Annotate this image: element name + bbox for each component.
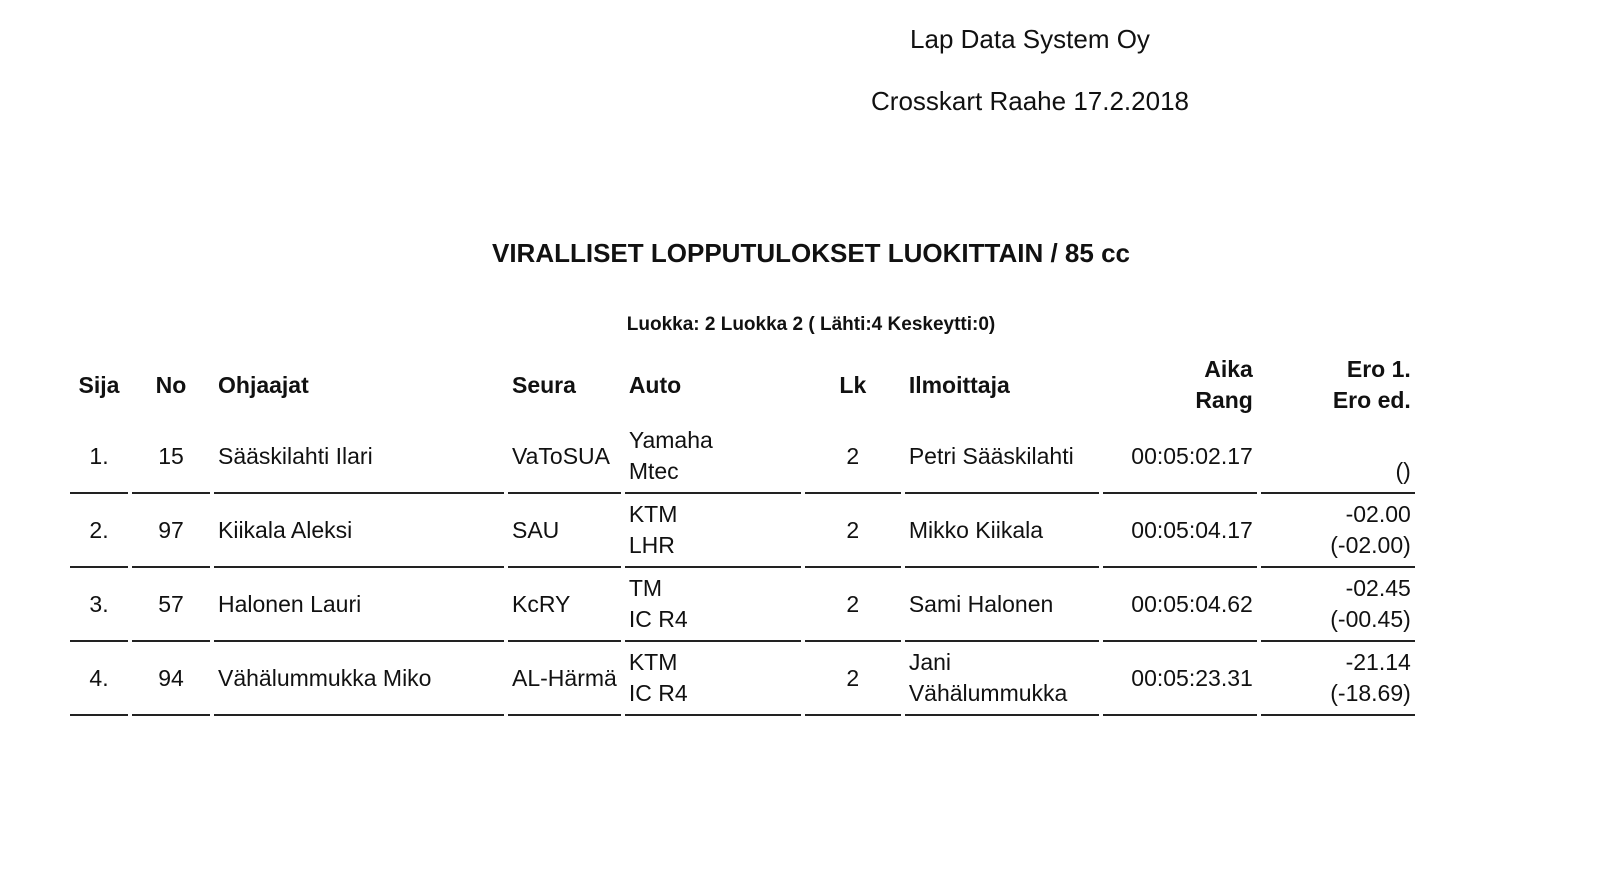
cell-gap <box>1261 420 1415 494</box>
cell-club: VaToSUA <box>508 420 621 494</box>
cell-no: 57 <box>132 568 210 642</box>
cell-no: 15 <box>132 420 210 494</box>
table-row <box>70 420 1415 494</box>
cell-club: AL-Härmä <box>508 642 621 716</box>
col-ero-ed: Ero ed. <box>1332 387 1411 413</box>
cell-auto-model: Mtec <box>628 458 679 484</box>
col-seura: Seura <box>512 371 576 398</box>
cell-sija: 3. <box>70 568 128 642</box>
cell-auto <box>625 420 801 494</box>
cell-sija: 1. <box>70 420 128 494</box>
cell-club: KcRY <box>508 568 621 642</box>
cell-auto-make: Yamaha <box>628 427 713 453</box>
cell-auto-model: LHR <box>628 532 675 558</box>
table-row <box>70 642 1415 716</box>
cell-auto <box>625 642 801 716</box>
col-rang: Rang <box>1195 387 1253 413</box>
cell-auto-make: TM <box>628 575 663 601</box>
cell-gap-first: -21.14 <box>1345 649 1411 675</box>
cell-gap-first <box>1265 425 1411 456</box>
cell-auto-make: KTM <box>628 501 678 527</box>
col-lk: Lk <box>839 371 867 398</box>
cell-gap <box>1261 642 1415 716</box>
cell-club: SAU <box>508 494 621 568</box>
company-name: Lap Data System Oy <box>910 24 1150 54</box>
cell-entrant-line1: Sami Halonen <box>908 590 1054 617</box>
cell-gap-first: -02.00 <box>1345 501 1411 527</box>
cell-auto-make: KTM <box>628 649 678 675</box>
cell-gap-prev: (-00.45) <box>1330 606 1411 632</box>
event-title: Crosskart Raahe 17.2.2018 <box>871 86 1189 116</box>
cell-driver: Sääskilahti Ilari <box>214 420 504 494</box>
cell-sija: 2. <box>70 494 128 568</box>
results-table <box>66 350 1419 716</box>
cell-lk: 2 <box>805 642 901 716</box>
cell-gap-prev: (-02.00) <box>1330 532 1411 558</box>
cell-gap <box>1261 568 1415 642</box>
cell-time: 00:05:23.31 <box>1103 642 1257 716</box>
cell-driver: Kiikala Aleksi <box>214 494 504 568</box>
cell-no: 97 <box>132 494 210 568</box>
cell-entrant-line1: Jani <box>908 649 952 675</box>
cell-lk: 2 <box>805 494 901 568</box>
class-info: Luokka: 2 Luokka 2 ( Lähti:4 Keskeytti:0) <box>626 314 996 335</box>
results-title: VIRALLISET LOPPUTULOKSET LUOKITTAIN / 85 cc <box>491 238 1130 268</box>
cell-driver: Vähälummukka Miko <box>214 642 504 716</box>
cell-time: 00:05:02.17 <box>1103 420 1257 494</box>
col-no: No <box>155 371 187 398</box>
table-row <box>70 568 1415 642</box>
cell-auto <box>625 568 801 642</box>
cell-sija: 4. <box>70 642 128 716</box>
cell-gap-prev: (-18.69) <box>1330 680 1411 706</box>
table-row <box>70 494 1415 568</box>
cell-auto-model: IC R4 <box>628 680 688 706</box>
col-aika-rang <box>1103 350 1257 420</box>
cell-no: 94 <box>132 642 210 716</box>
cell-auto <box>625 494 801 568</box>
cell-driver: Halonen Lauri <box>214 568 504 642</box>
cell-time: 00:05:04.62 <box>1103 568 1257 642</box>
header-row <box>70 350 1415 420</box>
cell-auto-model: IC R4 <box>628 606 688 632</box>
cell-time: 00:05:04.17 <box>1103 494 1257 568</box>
col-ero1: Ero 1. <box>1346 356 1411 382</box>
cell-gap-prev: () <box>1395 458 1411 484</box>
col-ohjaajat: Ohjaajat <box>218 371 309 398</box>
cell-entrant-line1: Petri Sääskilahti <box>908 442 1074 469</box>
col-ero <box>1261 350 1415 420</box>
col-auto: Auto <box>628 371 682 398</box>
cell-gap <box>1261 494 1415 568</box>
cell-entrant <box>905 568 1099 642</box>
col-sija: Sija <box>78 371 120 398</box>
col-ilmoittaja: Ilmoittaja <box>908 371 1010 398</box>
cell-entrant <box>905 494 1099 568</box>
cell-entrant <box>905 642 1099 716</box>
col-aika: Aika <box>1204 356 1253 382</box>
cell-entrant-line2: Vähälummukka <box>908 680 1068 706</box>
cell-entrant-line1: Mikko Kiikala <box>908 516 1044 543</box>
cell-lk: 2 <box>805 568 901 642</box>
cell-gap-first: -02.45 <box>1345 575 1411 601</box>
cell-lk: 2 <box>805 420 901 494</box>
cell-entrant <box>905 420 1099 494</box>
